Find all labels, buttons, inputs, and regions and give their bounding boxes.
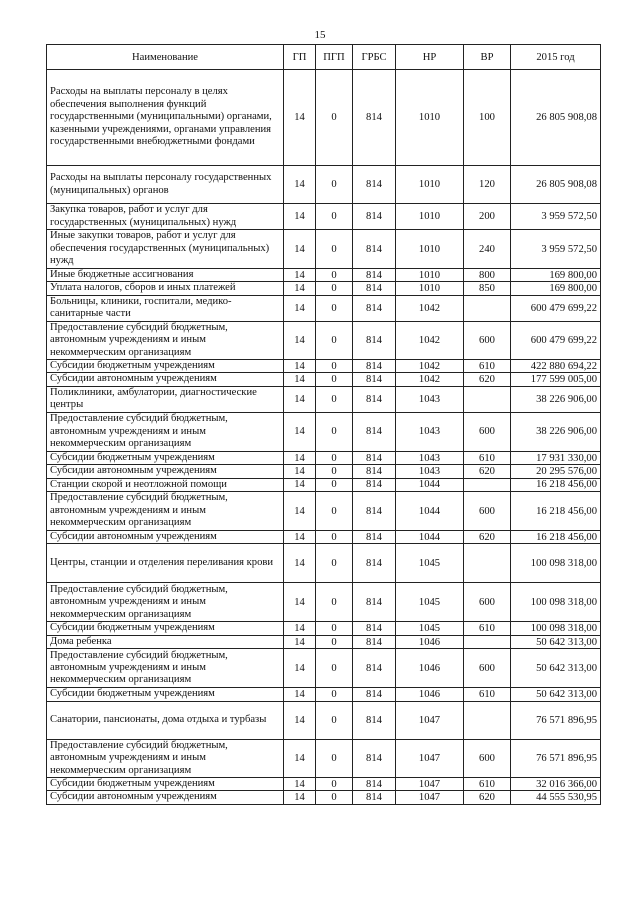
header-row (47, 45, 601, 70)
table-row (47, 478, 601, 491)
budget-table (46, 44, 601, 805)
table-row (47, 544, 601, 583)
row-amount: 16 218 456,00 (511, 492, 601, 531)
table-row (47, 204, 601, 230)
row-pgp: 0 (316, 777, 353, 790)
row-pgp: 0 (316, 492, 353, 531)
row-gp: 14 (284, 269, 316, 282)
row-amount: 76 571 896,95 (511, 739, 601, 777)
row-amount: 3 959 572,50 (511, 230, 601, 269)
table-row (47, 282, 601, 295)
row-vr: 600 (464, 649, 511, 688)
row-vr (464, 701, 511, 739)
row-vr: 200 (464, 204, 511, 230)
row-pgp: 0 (316, 373, 353, 386)
row-name: Предоставление субсидий бюджетным, автономным учреждениям и иным некоммерческим организациям (47, 321, 284, 359)
row-nr: 1010 (396, 230, 464, 269)
row-grbs: 814 (353, 688, 396, 701)
row-grbs: 814 (353, 282, 396, 295)
row-name: Субсидии автономным учреждениям (47, 791, 284, 804)
row-grbs: 814 (353, 465, 396, 478)
row-grbs: 814 (353, 166, 396, 204)
row-vr (464, 386, 511, 412)
row-gp: 14 (284, 777, 316, 790)
row-vr: 610 (464, 688, 511, 701)
row-nr: 1010 (396, 282, 464, 295)
table-row (47, 166, 601, 204)
row-name: Расходы на выплаты персоналу государственных (муниципальных) органов (47, 166, 284, 204)
row-pgp: 0 (316, 321, 353, 359)
row-grbs: 814 (353, 295, 396, 321)
row-pgp: 0 (316, 701, 353, 739)
row-vr: 610 (464, 360, 511, 373)
table-row (47, 492, 601, 531)
row-pgp: 0 (316, 649, 353, 688)
row-name: Поликлиники, амбулатории, диагностические центры (47, 386, 284, 412)
header-nr: НР (396, 45, 464, 70)
row-nr: 1045 (396, 544, 464, 583)
row-grbs: 814 (353, 70, 396, 166)
row-vr: 100 (464, 70, 511, 166)
row-amount: 50 642 313,00 (511, 649, 601, 688)
row-gp: 14 (284, 451, 316, 464)
row-nr: 1045 (396, 583, 464, 622)
row-amount: 17 931 330,00 (511, 451, 601, 464)
row-name: Больницы, клиники, госпитали, медико-санитарные части (47, 295, 284, 321)
row-amount: 169 800,00 (511, 269, 601, 282)
row-pgp: 0 (316, 544, 353, 583)
row-nr: 1044 (396, 478, 464, 491)
row-vr: 620 (464, 373, 511, 386)
row-gp: 14 (284, 465, 316, 478)
row-grbs: 814 (353, 386, 396, 412)
row-gp: 14 (284, 701, 316, 739)
row-pgp: 0 (316, 739, 353, 777)
row-name: Субсидии бюджетным учреждениям (47, 451, 284, 464)
row-nr: 1010 (396, 166, 464, 204)
row-amount: 177 599 005,00 (511, 373, 601, 386)
row-pgp: 0 (316, 204, 353, 230)
row-amount: 600 479 699,22 (511, 321, 601, 359)
row-grbs: 814 (353, 360, 396, 373)
row-name: Субсидии бюджетным учреждениям (47, 622, 284, 635)
row-pgp: 0 (316, 166, 353, 204)
row-vr: 120 (464, 166, 511, 204)
table-row (47, 269, 601, 282)
row-vr: 600 (464, 583, 511, 622)
row-nr: 1047 (396, 791, 464, 804)
table-row (47, 360, 601, 373)
row-vr: 620 (464, 531, 511, 544)
row-gp: 14 (284, 531, 316, 544)
row-pgp: 0 (316, 269, 353, 282)
row-nr: 1046 (396, 635, 464, 648)
row-nr: 1043 (396, 412, 464, 451)
row-gp: 14 (284, 295, 316, 321)
table-row (47, 649, 601, 688)
row-gp: 14 (284, 282, 316, 295)
row-vr: 600 (464, 492, 511, 531)
row-grbs: 814 (353, 544, 396, 583)
row-nr: 1047 (396, 739, 464, 777)
row-grbs: 814 (353, 622, 396, 635)
row-pgp: 0 (316, 465, 353, 478)
row-grbs: 814 (353, 777, 396, 790)
row-pgp: 0 (316, 360, 353, 373)
row-name: Субсидии автономным учреждениям (47, 465, 284, 478)
row-amount: 20 295 576,00 (511, 465, 601, 478)
row-nr: 1046 (396, 649, 464, 688)
row-name: Иные закупки товаров, работ и услуг для обеспечения государственных (муниципальных) нужд (47, 230, 284, 269)
row-amount: 44 555 530,95 (511, 791, 601, 804)
row-gp: 14 (284, 204, 316, 230)
row-nr: 1042 (396, 373, 464, 386)
row-gp: 14 (284, 70, 316, 166)
row-grbs: 814 (353, 635, 396, 648)
row-name: Предоставление субсидий бюджетным, автономным учреждениям и иным некоммерческим организациям (47, 412, 284, 451)
row-name: Субсидии автономным учреждениям (47, 531, 284, 544)
row-amount: 38 226 906,00 (511, 386, 601, 412)
row-grbs: 814 (353, 230, 396, 269)
row-nr: 1047 (396, 701, 464, 739)
table-row (47, 465, 601, 478)
row-grbs: 814 (353, 739, 396, 777)
table-row (47, 412, 601, 451)
row-gp: 14 (284, 386, 316, 412)
header-grbs: ГРБС (353, 45, 396, 70)
row-grbs: 814 (353, 451, 396, 464)
row-pgp: 0 (316, 451, 353, 464)
row-gp: 14 (284, 688, 316, 701)
row-vr: 610 (464, 777, 511, 790)
row-nr: 1046 (396, 688, 464, 701)
row-amount: 76 571 896,95 (511, 701, 601, 739)
row-vr (464, 295, 511, 321)
row-nr: 1047 (396, 777, 464, 790)
header-year: 2015 год (511, 45, 601, 70)
row-vr: 240 (464, 230, 511, 269)
row-name: Субсидии бюджетным учреждениям (47, 688, 284, 701)
row-grbs: 814 (353, 492, 396, 531)
table-row (47, 70, 601, 166)
row-name: Предоставление субсидий бюджетным, автономным учреждениям и иным некоммерческим организациям (47, 583, 284, 622)
row-pgp: 0 (316, 531, 353, 544)
row-name: Станции скорой и неотложной помощи (47, 478, 284, 491)
row-pgp: 0 (316, 70, 353, 166)
row-vr: 600 (464, 321, 511, 359)
header-pgp: ПГП (316, 45, 353, 70)
row-nr: 1043 (396, 386, 464, 412)
row-amount: 16 218 456,00 (511, 478, 601, 491)
row-grbs: 814 (353, 321, 396, 359)
row-nr: 1010 (396, 204, 464, 230)
table-row (47, 688, 601, 701)
row-amount: 100 098 318,00 (511, 583, 601, 622)
row-nr: 1042 (396, 360, 464, 373)
row-gp: 14 (284, 622, 316, 635)
row-nr: 1043 (396, 451, 464, 464)
row-name: Субсидии бюджетным учреждениям (47, 360, 284, 373)
row-pgp: 0 (316, 688, 353, 701)
row-gp: 14 (284, 321, 316, 359)
row-nr: 1010 (396, 269, 464, 282)
row-gp: 14 (284, 583, 316, 622)
row-pgp: 0 (316, 412, 353, 451)
row-gp: 14 (284, 166, 316, 204)
row-nr: 1042 (396, 321, 464, 359)
row-name: Уплата налогов, сборов и иных платежей (47, 282, 284, 295)
row-name: Иные бюджетные ассигнования (47, 269, 284, 282)
row-gp: 14 (284, 373, 316, 386)
row-nr: 1042 (396, 295, 464, 321)
header-name: Наименование (47, 45, 284, 70)
row-amount: 100 098 318,00 (511, 544, 601, 583)
table-row (47, 386, 601, 412)
table-row (47, 635, 601, 648)
row-amount: 600 479 699,22 (511, 295, 601, 321)
table-row (47, 622, 601, 635)
row-vr: 620 (464, 791, 511, 804)
row-pgp: 0 (316, 386, 353, 412)
row-gp: 14 (284, 635, 316, 648)
row-vr (464, 544, 511, 583)
row-grbs: 814 (353, 478, 396, 491)
row-pgp: 0 (316, 791, 353, 804)
row-grbs: 814 (353, 269, 396, 282)
table-row (47, 777, 601, 790)
table-row (47, 701, 601, 739)
row-amount: 422 880 694,22 (511, 360, 601, 373)
row-pgp: 0 (316, 583, 353, 622)
row-amount: 3 959 572,50 (511, 204, 601, 230)
table-row (47, 295, 601, 321)
row-name: Санатории, пансионаты, дома отдыха и турбазы (47, 701, 284, 739)
row-amount: 50 642 313,00 (511, 635, 601, 648)
row-name: Предоставление субсидий бюджетным, автономным учреждениям и иным некоммерческим организациям (47, 492, 284, 531)
row-grbs: 814 (353, 531, 396, 544)
row-vr: 600 (464, 412, 511, 451)
table-row (47, 531, 601, 544)
row-vr: 600 (464, 739, 511, 777)
row-gp: 14 (284, 230, 316, 269)
row-gp: 14 (284, 791, 316, 804)
row-gp: 14 (284, 360, 316, 373)
row-amount: 38 226 906,00 (511, 412, 601, 451)
table-row (47, 373, 601, 386)
row-amount: 100 098 318,00 (511, 622, 601, 635)
row-name: Субсидии автономным учреждениям (47, 373, 284, 386)
row-vr: 610 (464, 451, 511, 464)
row-amount: 50 642 313,00 (511, 688, 601, 701)
header-vr: ВР (464, 45, 511, 70)
row-grbs: 814 (353, 373, 396, 386)
row-amount: 16 218 456,00 (511, 531, 601, 544)
row-nr: 1045 (396, 622, 464, 635)
row-grbs: 814 (353, 204, 396, 230)
row-nr: 1044 (396, 531, 464, 544)
row-nr: 1044 (396, 492, 464, 531)
row-name: Расходы на выплаты персоналу в целях обеспечения выполнения функций государственными (муниципальными) органами, казенными учреждениями, органами управления государственными внебюджетными фондами (47, 70, 284, 166)
row-name: Закупка товаров, работ и услуг для государственных (муниципальных) нужд (47, 204, 284, 230)
table-row (47, 739, 601, 777)
row-name: Предоставление субсидий бюджетным, автономным учреждениям и иным некоммерческим организациям (47, 649, 284, 688)
row-grbs: 814 (353, 791, 396, 804)
row-vr: 850 (464, 282, 511, 295)
row-name: Субсидии бюджетным учреждениям (47, 777, 284, 790)
row-pgp: 0 (316, 295, 353, 321)
row-grbs: 814 (353, 701, 396, 739)
row-vr: 610 (464, 622, 511, 635)
row-amount: 169 800,00 (511, 282, 601, 295)
row-nr: 1043 (396, 465, 464, 478)
row-gp: 14 (284, 739, 316, 777)
row-gp: 14 (284, 649, 316, 688)
row-nr: 1010 (396, 70, 464, 166)
row-name: Дома ребенка (47, 635, 284, 648)
page-number: 15 (314, 29, 326, 41)
row-vr: 620 (464, 465, 511, 478)
row-grbs: 814 (353, 412, 396, 451)
row-amount: 26 805 908,08 (511, 166, 601, 204)
row-pgp: 0 (316, 635, 353, 648)
row-name: Предоставление субсидий бюджетным, автономным учреждениям и иным некоммерческим организациям (47, 739, 284, 777)
row-gp: 14 (284, 492, 316, 531)
row-vr (464, 478, 511, 491)
row-name: Центры, станции и отделения переливания крови (47, 544, 284, 583)
header-gp: ГП (284, 45, 316, 70)
row-pgp: 0 (316, 478, 353, 491)
row-gp: 14 (284, 544, 316, 583)
row-gp: 14 (284, 478, 316, 491)
row-amount: 26 805 908,08 (511, 70, 601, 166)
row-vr: 800 (464, 269, 511, 282)
row-pgp: 0 (316, 622, 353, 635)
row-gp: 14 (284, 412, 316, 451)
row-amount: 32 016 366,00 (511, 777, 601, 790)
table-row (47, 230, 601, 269)
table-row (47, 321, 601, 359)
row-pgp: 0 (316, 282, 353, 295)
row-vr (464, 635, 511, 648)
table-row (47, 583, 601, 622)
row-pgp: 0 (316, 230, 353, 269)
row-grbs: 814 (353, 583, 396, 622)
table-row (47, 791, 601, 804)
table-row (47, 451, 601, 464)
row-grbs: 814 (353, 649, 396, 688)
